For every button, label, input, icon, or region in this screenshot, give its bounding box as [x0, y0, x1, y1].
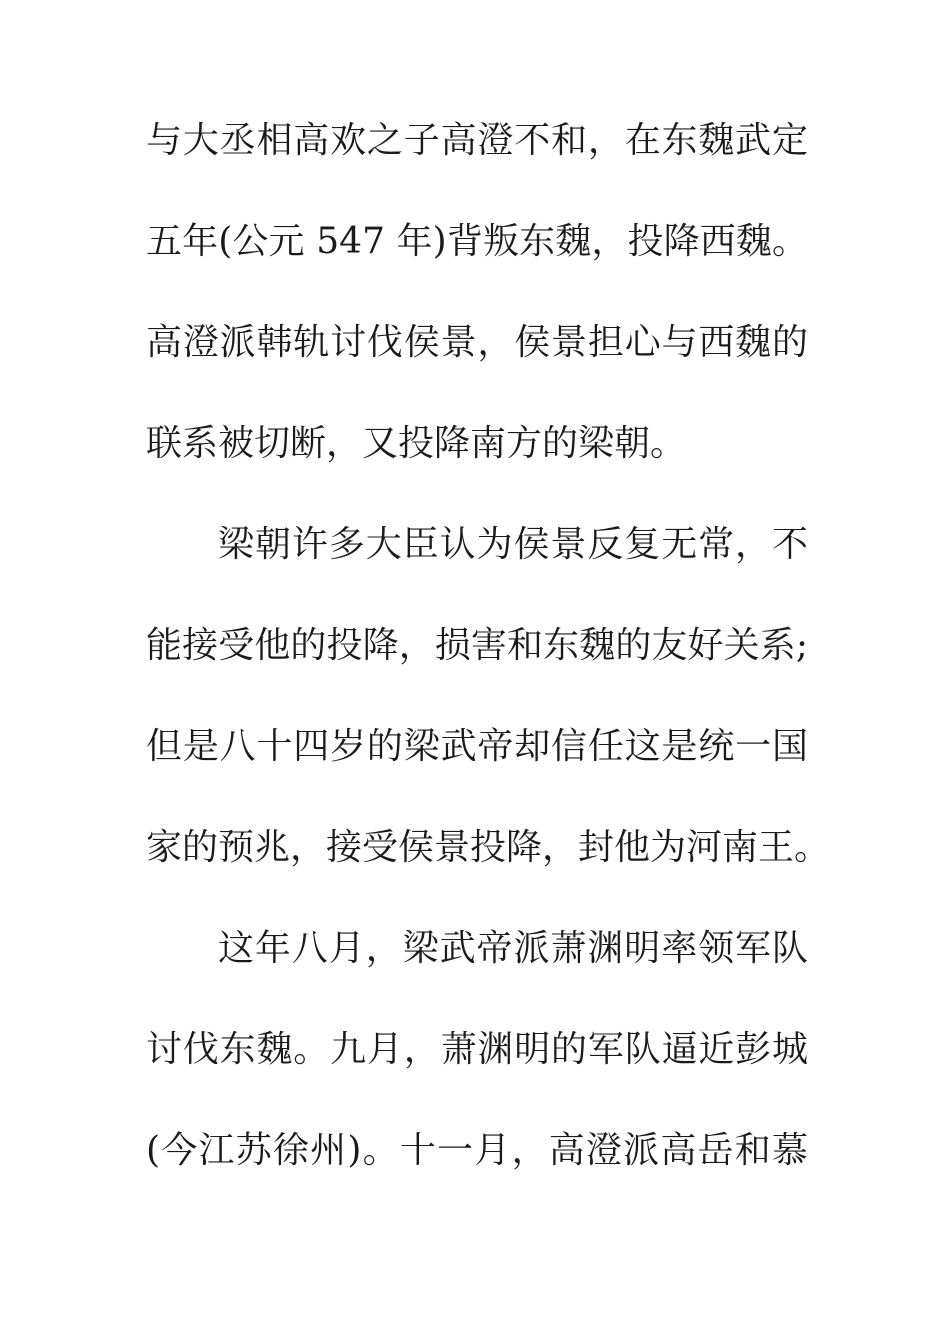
body-text: [146, 120, 831, 1234]
text-line-5: 梁朝许多大臣认为侯景反复无常，不: [218, 524, 808, 565]
text-line-3: 高澄派韩轨讨伐侯景，侯景担心与西魏的: [146, 322, 808, 363]
text-line-7: 但是八十四岁的梁武帝却信任这是统一国: [146, 726, 808, 767]
text-line-1: 与大丞相高欢之子高澄不和，在东魏武定: [146, 120, 808, 161]
text-line-2: 五年(公元 547 年)背叛东魏，投降西魏。: [146, 221, 808, 262]
text-line-8: 家的预兆，接受侯景投降，封他为河南王。: [146, 827, 831, 868]
text-line-11: (今江苏徐州)。十一月，高澄派高岳和慕: [146, 1130, 808, 1171]
text-line-9: 这年八月，梁武帝派萧渊明率领军队: [218, 928, 808, 969]
text-line-10: 讨伐东魏。九月，萧渊明的军队逼近彭城: [146, 1029, 808, 1070]
text-line-4: 联系被切断，又投降南方的梁朝。: [146, 423, 687, 464]
text-line-6: 能接受他的投降，损害和东魏的友好关系;: [146, 625, 808, 666]
